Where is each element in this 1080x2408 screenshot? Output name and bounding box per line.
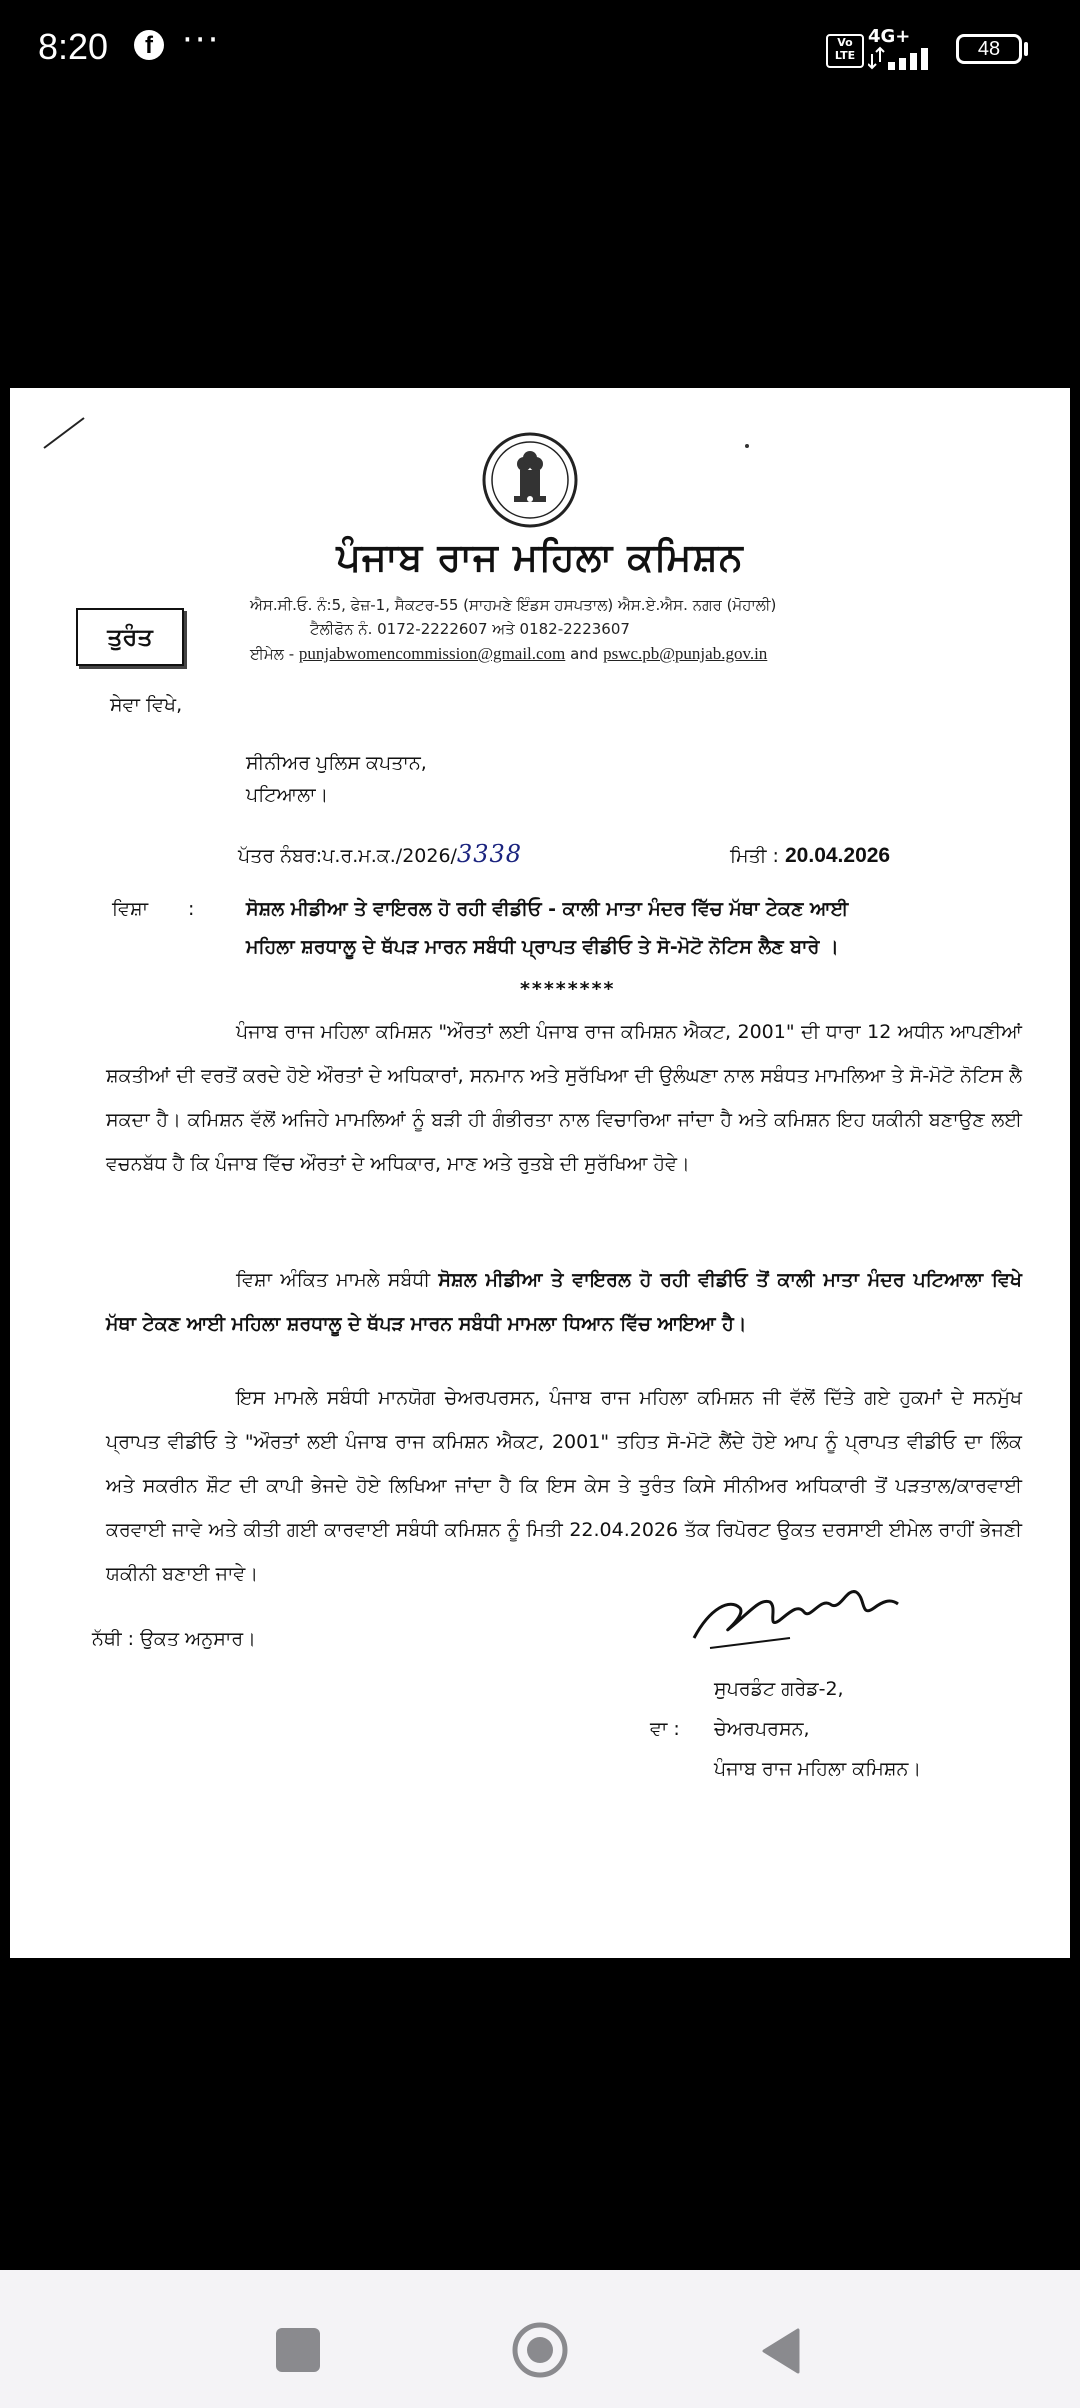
signatory-organization: ਪੰਜਾਬ ਰਾਜ ਮਹਿਲਾ ਕਮਿਸ਼ਨ। — [714, 1758, 922, 1780]
handwritten-signature — [670, 1568, 910, 1658]
letter-number — [238, 840, 522, 868]
paragraph-2 — [106, 1258, 1022, 1346]
organization-name: ਪੰਜਾਬ ਰਾਜ ਮਹਿਲਾ ਕਮਿਸ਼ਨ — [336, 534, 744, 579]
subject-colon: : — [188, 898, 195, 920]
paragraph-1 — [106, 1010, 1022, 1186]
home-circle-icon[interactable] — [510, 2320, 570, 2380]
date-label: ਮਿਤੀ : — [730, 845, 779, 867]
status-bar — [0, 0, 1080, 100]
facebook-icon: f — [134, 30, 164, 60]
pen-stroke-mark — [40, 412, 90, 452]
back-triangle-icon[interactable] — [758, 2326, 808, 2376]
recipient-place: ਪਟਿਆਲਾ। — [246, 784, 329, 806]
signatory-for: ਵਾ : — [650, 1718, 680, 1740]
email-line — [250, 644, 767, 664]
subject-label: ਵਿਸ਼ਾ — [112, 898, 149, 920]
battery-tip — [1024, 42, 1028, 56]
salutation: ਸੇਵਾ ਵਿਖੇ, — [110, 694, 183, 716]
recents-square-icon[interactable] — [276, 2328, 320, 2372]
separator-stars: ******** — [520, 978, 616, 1000]
email-link-primary[interactable]: punjabwomencommission@gmail.com — [298, 644, 566, 663]
email-label: ਈਮੇਲ - — [250, 645, 295, 663]
signatory-chairperson: ਚੇਅਰਪਰਸਨ, — [714, 1718, 810, 1740]
volte-icon: Vo LTE — [826, 34, 864, 68]
national-emblem-icon — [480, 430, 580, 530]
letter-document — [10, 388, 1070, 1958]
subject-line-1: ਸੋਸ਼ਲ ਮੀਡੀਆ ਤੇ ਵਾਇਰਲ ਹੋ ਰਹੀ ਵੀਡੀਓ - ਕਾਲੀ ਮਾਤਾ ਮੰਦਰ ਵਿੱਚ ਮੱਥਾ ਟੇਕਣ ਆਈ — [246, 898, 849, 920]
status-time: 8:20 — [38, 26, 109, 67]
urgent-stamp: ਤੁਰੰਤ — [76, 608, 184, 666]
letter-number-handwritten: 3338 — [456, 840, 523, 868]
letter-number-label: ਪੱਤਰ ਨੰਬਰ:ਪ.ਰ.ਮ.ਕ./2026/ — [238, 845, 457, 867]
paragraph-2-intro: ਵਿਸ਼ਾ ਅੰਕਿਤ ਮਾਮਲੇ ਸਬੰਧੀ — [236, 1269, 431, 1291]
ink-dot — [745, 444, 749, 448]
paragraph-3-text: ਇਸ ਮਾਮਲੇ ਸਬੰਧੀ ਮਾਨਯੋਗ ਚੇਅਰਪਰਸਨ, ਪੰਜਾਬ ਰਾਜ ਮਹਿਲਾ ਕਮਿਸ਼ਨ ਜੀ ਵੱਲੋਂ ਦਿੱਤੇ ਗਏ ਹੁਕਮਾਂ ਦੇ ਸਨਮੁੱਖ ਪ੍ਰਾਪਤ ਵੀਡੀਓ ਤੇ "ਔਰਤਾਂ ਲਈ ਪੰਜਾਬ ਰਾਜ ਕਮਿਸ਼ਨ ਐਕਟ, 2001" ਤਹਿਤ ਸੋ-ਮੋਟੋ ਲੈਂਦੇ ਹੋਏ ਆਪ ਨੂੰ ਪ੍ਰਾਪਤ ਵੀਡੀਓ ਦਾ ਲਿੰਕ ਅਤੇ ਸਕਰੀਨ ਸ਼ੌਟ ਦੀ ਕਾਪੀ ਭੇਜਦੇ ਹੋਏ ਲਿਖਿਆ ਜਾਂਦਾ ਹੈ ਕਿ ਇਸ ਕੇਸ ਤੇ ਤੁਰੰਤ ਕਿਸੇ ਸੀਨੀਅਰ ਅਧਿਕਾਰੀ ਤੋਂ ਪੜਤਾਲ/ਕਾਰਵਾਈ ਕਰਵਾਈ ਜਾਵੇ ਅਤੇ ਕੀਤੀ ਗਈ ਕਾਰਵਾਈ ਸਬੰਧੀ ਕਮਿਸ਼ਨ ਨੂੰ ਮਿਤੀ 22.04.2026 ਤੱਕ ਰਿਪੋਰਟ ਉਕਤ ਦਰਸਾਈ ਈਮੇਲ ਰਾਹੀਂ ਭੇਜਣੀ ਯਕੀਨੀ ਬਣਾਈ ਜਾਵੇ। — [106, 1387, 1022, 1585]
system-navigation-bar — [0, 2270, 1080, 2408]
email-and: and — [570, 645, 599, 663]
letter-date — [730, 844, 890, 868]
more-notifications-icon: ··· — [182, 20, 221, 60]
phone-line: ਟੈਲੀਫੋਨ ਨੰ. 0172-2222607 ਅਤੇ 0182-2223607 — [310, 620, 630, 638]
recipient-title: ਸੀਨੀਅਰ ਪੁਲਿਸ ਕਪਤਾਨ, — [246, 752, 427, 774]
address-line: ਐਸ.ਸੀ.ਓ. ਨੰ:5, ਫੇਜ਼-1, ਸੈਕਟਰ-55 (ਸਾਹਮਣੇ ਇੰਡਸ ਹਸਪਤਾਲ) ਐਸ.ਏ.ਐਸ. ਨਗਰ (ਮੋਹਾਲੀ) — [250, 596, 777, 614]
network-type: 4G+ — [868, 26, 911, 47]
signal-strength-icon — [868, 46, 940, 70]
signatory-title: ਸੁਪਰਡੰਟ ਗਰੇਡ-2, — [714, 1678, 844, 1700]
paragraph-3 — [106, 1376, 1022, 1596]
paragraph-2-bold: ਸੋਸ਼ਲ ਮੀਡੀਆ ਤੇ ਵਾਇਰਲ ਹੋ ਰਹੀ ਵੀਡੀਓ ਤੋਂ ਕਾਲੀ ਮਾਤਾ ਮੰਦਰ ਪਟਿਆਲਾ ਵਿਖੇ ਮੱਥਾ ਟੇਕਣ ਆਈ ਮਹਿਲਾ ਸ਼ਰਧਾਲੂ ਦੇ ਥੱਪੜ ਮਾਰਨ ਸਬੰਧੀ ਮਾਮਲਾ ਧਿਆਨ ਵਿੱਚ ਆਇਆ ਹੈ। — [106, 1269, 1022, 1335]
paragraph-2-text — [106, 1258, 1022, 1346]
date-value: 20.04.2026 — [785, 844, 891, 867]
enclosure-note: ਨੱਥੀ : ਉਕਤ ਅਨੁਸਾਰ। — [92, 1628, 256, 1650]
subject-line-2: ਮਹਿਲਾ ਸ਼ਰਧਾਲੂ ਦੇ ਥੱਪੜ ਮਾਰਨ ਸਬੰਧੀ ਪ੍ਰਾਪਤ ਵੀਡੀਓ ਤੇ ਸੋ-ਮੋਟੋ ਨੋਟਿਸ ਲੈਣ ਬਾਰੇ । — [246, 936, 839, 958]
paragraph-1-text: ਪੰਜਾਬ ਰਾਜ ਮਹਿਲਾ ਕਮਿਸ਼ਨ "ਔਰਤਾਂ ਲਈ ਪੰਜਾਬ ਰਾਜ ਕਮਿਸ਼ਨ ਐਕਟ, 2001" ਦੀ ਧਾਰਾ 12 ਅਧੀਨ ਆਪਣੀਆਂ ਸ਼ਕਤੀਆਂ ਦੀ ਵਰਤੋਂ ਕਰਦੇ ਹੋਏ ਔਰਤਾਂ ਦੇ ਅਧਿਕਾਰਾਂ, ਸਨਮਾਨ ਅਤੇ ਸੁਰੱਖਿਆ ਦੀ ਉਲੰਘਣਾ ਨਾਲ ਸਬੰਧਤ ਮਾਮਲਿਆ ਤੇ ਸੋ-ਮੋਟੋ ਨੋਟਿਸ ਲੈ ਸਕਦਾ ਹੈ। ਕਮਿਸ਼ਨ ਵੱਲੋਂ ਅਜਿਹੇ ਮਾਮਲਿਆਂ ਨੂੰ ਬੜੀ ਹੀ ਗੰਭੀਰਤਾ ਨਾਲ ਵਿਚਾਰਿਆ ਜਾਂਦਾ ਹੈ ਅਤੇ ਕਮਿਸ਼ਨ ਇਹ ਯਕੀਨੀ ਬਣਾਉਣ ਲਈ ਵਚਨਬੱਧ ਹੈ ਕਿ ਪੰਜਾਬ ਵਿੱਚ ਔਰਤਾਂ ਦੇ ਅਧਿਕਾਰ, ਮਾਣ ਅਤੇ ਰੁਤਬੇ ਦੀ ਸੁਰੱਖਿਆ ਹੋਵੇ। — [106, 1021, 1022, 1175]
email-link-secondary[interactable]: pswc.pb@punjab.gov.in — [603, 644, 768, 663]
battery-icon: 48 — [956, 34, 1022, 64]
